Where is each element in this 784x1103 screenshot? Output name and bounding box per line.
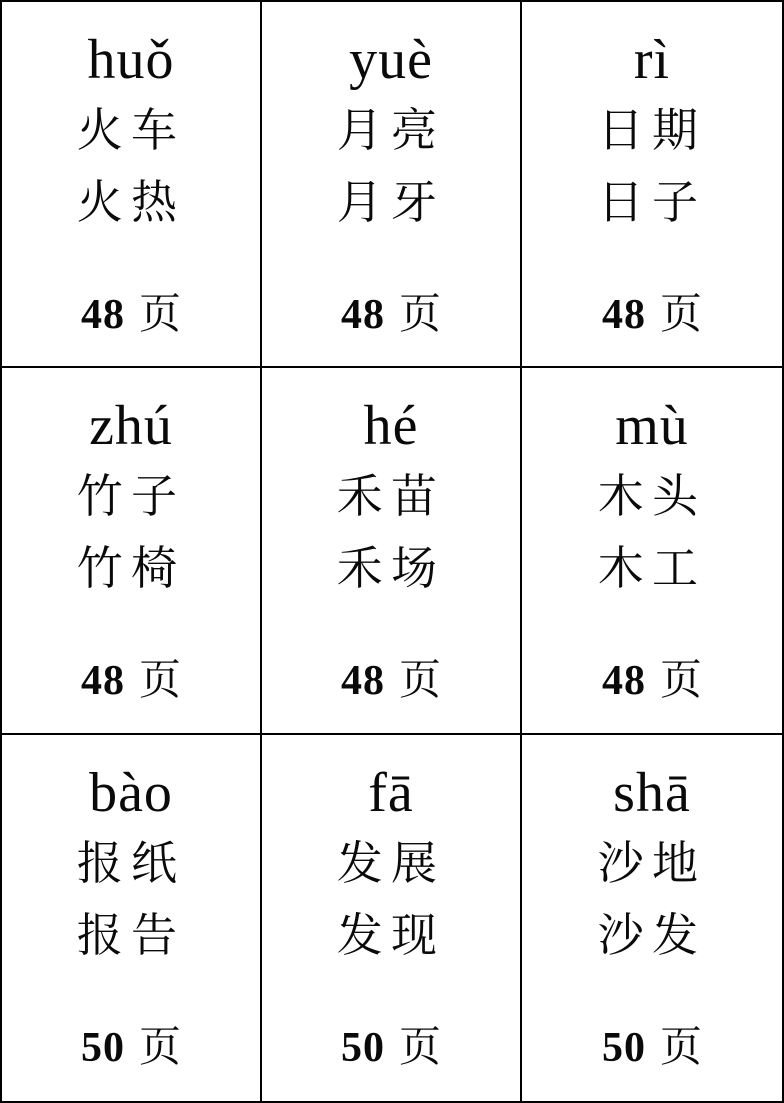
page-unit-label: 页 (659, 1024, 702, 1071)
pinyin-syllable: shā (613, 761, 691, 824)
page-number: 48 (80, 292, 125, 338)
flashcard-yue (262, 2, 522, 368)
pinyin-syllable: mù (615, 395, 689, 458)
page-reference (341, 294, 441, 336)
page-number: 50 (80, 1024, 125, 1071)
page-number: 48 (601, 658, 646, 705)
page-number: 48 (80, 658, 125, 705)
page-number: 48 (340, 292, 385, 338)
page-unit-label: 页 (398, 1024, 441, 1071)
page-number: 48 (340, 658, 385, 705)
pinyin-syllable: zhú (89, 395, 173, 458)
page-reference (601, 658, 702, 705)
vocab-word-1: 木头 (597, 471, 707, 523)
page-reference (80, 1024, 181, 1071)
flashcard-zhu (2, 368, 262, 734)
page-reference (340, 1024, 441, 1071)
vocab-word-2: 月牙 (336, 177, 446, 228)
vocab-word-2: 禾场 (336, 543, 446, 595)
page-unit-label: 页 (138, 292, 181, 338)
pinyin-syllable: fā (368, 761, 414, 824)
flashcard-fa (262, 735, 522, 1101)
vocab-word-2: 发现 (336, 909, 446, 961)
pinyin-syllable: yuè (349, 29, 433, 91)
page-unit-label: 页 (398, 658, 441, 705)
pinyin-syllable: rì (633, 29, 671, 91)
page-number: 50 (340, 1024, 385, 1071)
vocab-word-1: 竹子 (76, 471, 186, 523)
flashcard-he (262, 368, 522, 734)
vocab-word-1: 沙地 (597, 837, 707, 889)
flashcard-sha (522, 735, 782, 1101)
page-number: 48 (601, 292, 646, 338)
vocab-word-1: 禾苗 (336, 471, 446, 523)
page-reference (601, 1024, 702, 1071)
vocab-word-1: 日期 (597, 105, 707, 156)
flashcard-huo (2, 2, 262, 368)
pinyin-syllable: hé (363, 395, 419, 458)
vocab-word-2: 竹椅 (76, 543, 186, 595)
page-reference (81, 294, 181, 336)
vocab-word-2: 报告 (76, 909, 186, 961)
flashcard-bao (2, 735, 262, 1101)
page-reference (80, 658, 181, 705)
page-unit-label: 页 (138, 658, 181, 705)
pinyin-syllable: huǒ (87, 29, 175, 91)
vocab-word-2: 日子 (597, 177, 707, 228)
page-unit-label: 页 (138, 1024, 181, 1071)
vocab-word-1: 月亮 (336, 105, 446, 156)
flashcard-mu (522, 368, 782, 734)
page-unit-label: 页 (659, 292, 702, 338)
vocab-word-2: 沙发 (597, 909, 707, 961)
vocab-word-2: 木工 (597, 543, 707, 595)
vocab-word-2: 火热 (76, 177, 186, 228)
flashcard-ri (522, 2, 782, 368)
page-reference (602, 294, 702, 336)
vocab-word-1: 发展 (336, 837, 446, 889)
vocab-word-1: 火车 (76, 105, 186, 156)
page-reference (340, 658, 441, 705)
pinyin-syllable: bào (89, 761, 173, 824)
page-unit-label: 页 (659, 658, 702, 705)
page-unit-label: 页 (398, 292, 441, 338)
vocab-word-1: 报纸 (76, 837, 186, 889)
page-number: 50 (601, 1024, 646, 1071)
